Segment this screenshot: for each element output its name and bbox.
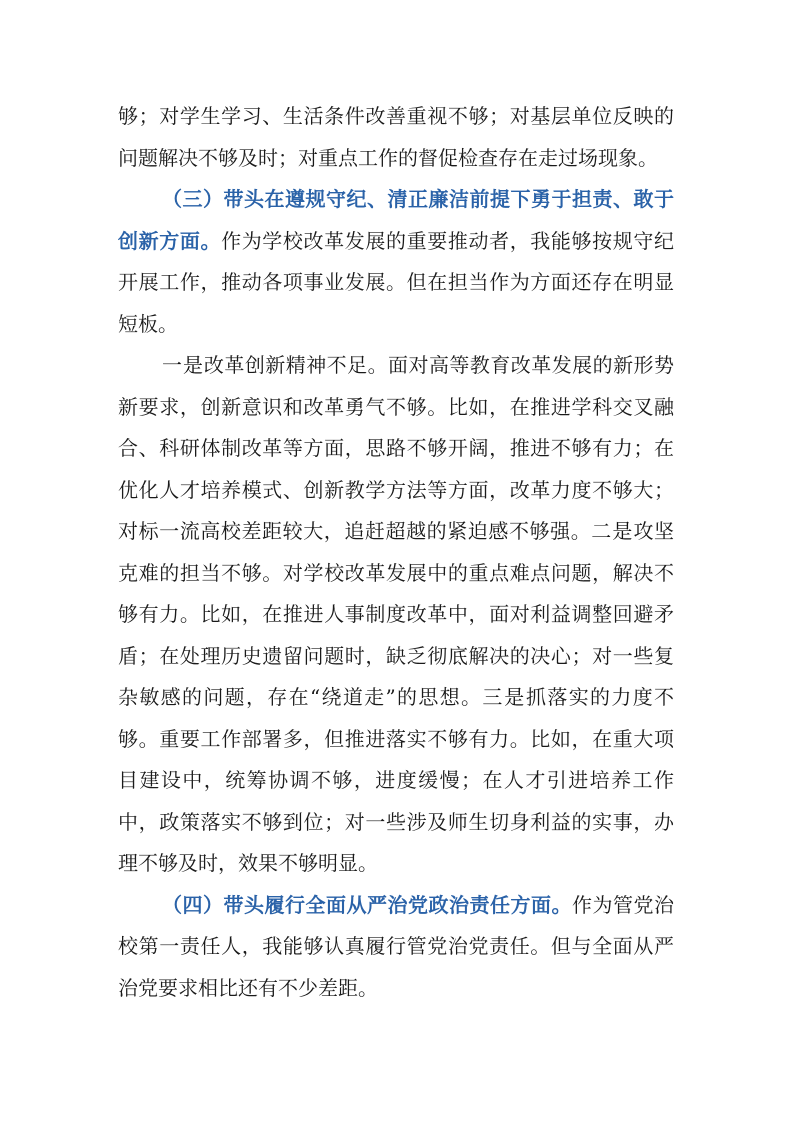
point-lead-three: 三是 xyxy=(482,685,527,709)
paragraph-text: 作为学校改革发展的重要推动者，我能够按规守纪开展工作，推动各项事业发展。但在担当作为方面还存在明显短板。 xyxy=(118,228,675,336)
section-heading-four: （四）带头履行全面从严治党政治责任方面。 xyxy=(162,892,572,917)
document-body xyxy=(118,96,674,1009)
paragraph-continuation xyxy=(118,96,674,179)
point-lead-two: 二是 xyxy=(591,519,634,543)
point-text-three: 抓落实的力度不够。重要工作部署多，但推进落实不够有力。比如，在重大项目建设中，统筹协调不够，进度缓慢；在人才引进培养工作中，政策落实不够到位；对一些涉及师生切身利益的实事，办理不够及时，效果不够明显。 xyxy=(118,685,675,875)
point-text-one: 改革创新精神不足。面对高等教育改革发展的新形势新要求，创新意识和改革勇气不够。比如，在推进学科交叉融合、科研体制改革等方面，思路不够开阔，推进不够有力；在优化人才培养模式、创新教学方法等方面，改革力度不够大；对标一流高校差距较大，追赶超越的紧迫感不够强。 xyxy=(118,353,675,543)
paragraph-text: 作为管党治校第一责任人，我能够认真履行管党治党责任。但与全面从严治党要求相比还有不少差距。 xyxy=(118,892,674,1000)
paragraph-section-four xyxy=(118,885,674,1010)
section-heading-three: （三）带头在遵规守纪、清正廉洁前提下勇于担责、敢于创新方面。 xyxy=(118,187,674,253)
paragraph-section-three xyxy=(118,179,674,345)
paragraph-shortcomings xyxy=(118,345,674,885)
point-text-two: 攻坚克难的担当不够。对学校改革发展中的重点难点问题，解决不够有力。比如，在推进人事制度改革中，面对利益调整回避矛盾；在处理历史遗留问题时，缺乏彻底解决的决心；对一些复杂敏感的问题，存在“绕道走”的思想。 xyxy=(118,519,675,709)
paragraph-text: 够；对学生学习、生活条件改善重视不够；对基层单位反映的问题解决不够及时；对重点工作的督促检查存在走过场现象。 xyxy=(118,104,674,170)
point-lead-one: 一是 xyxy=(162,353,204,377)
